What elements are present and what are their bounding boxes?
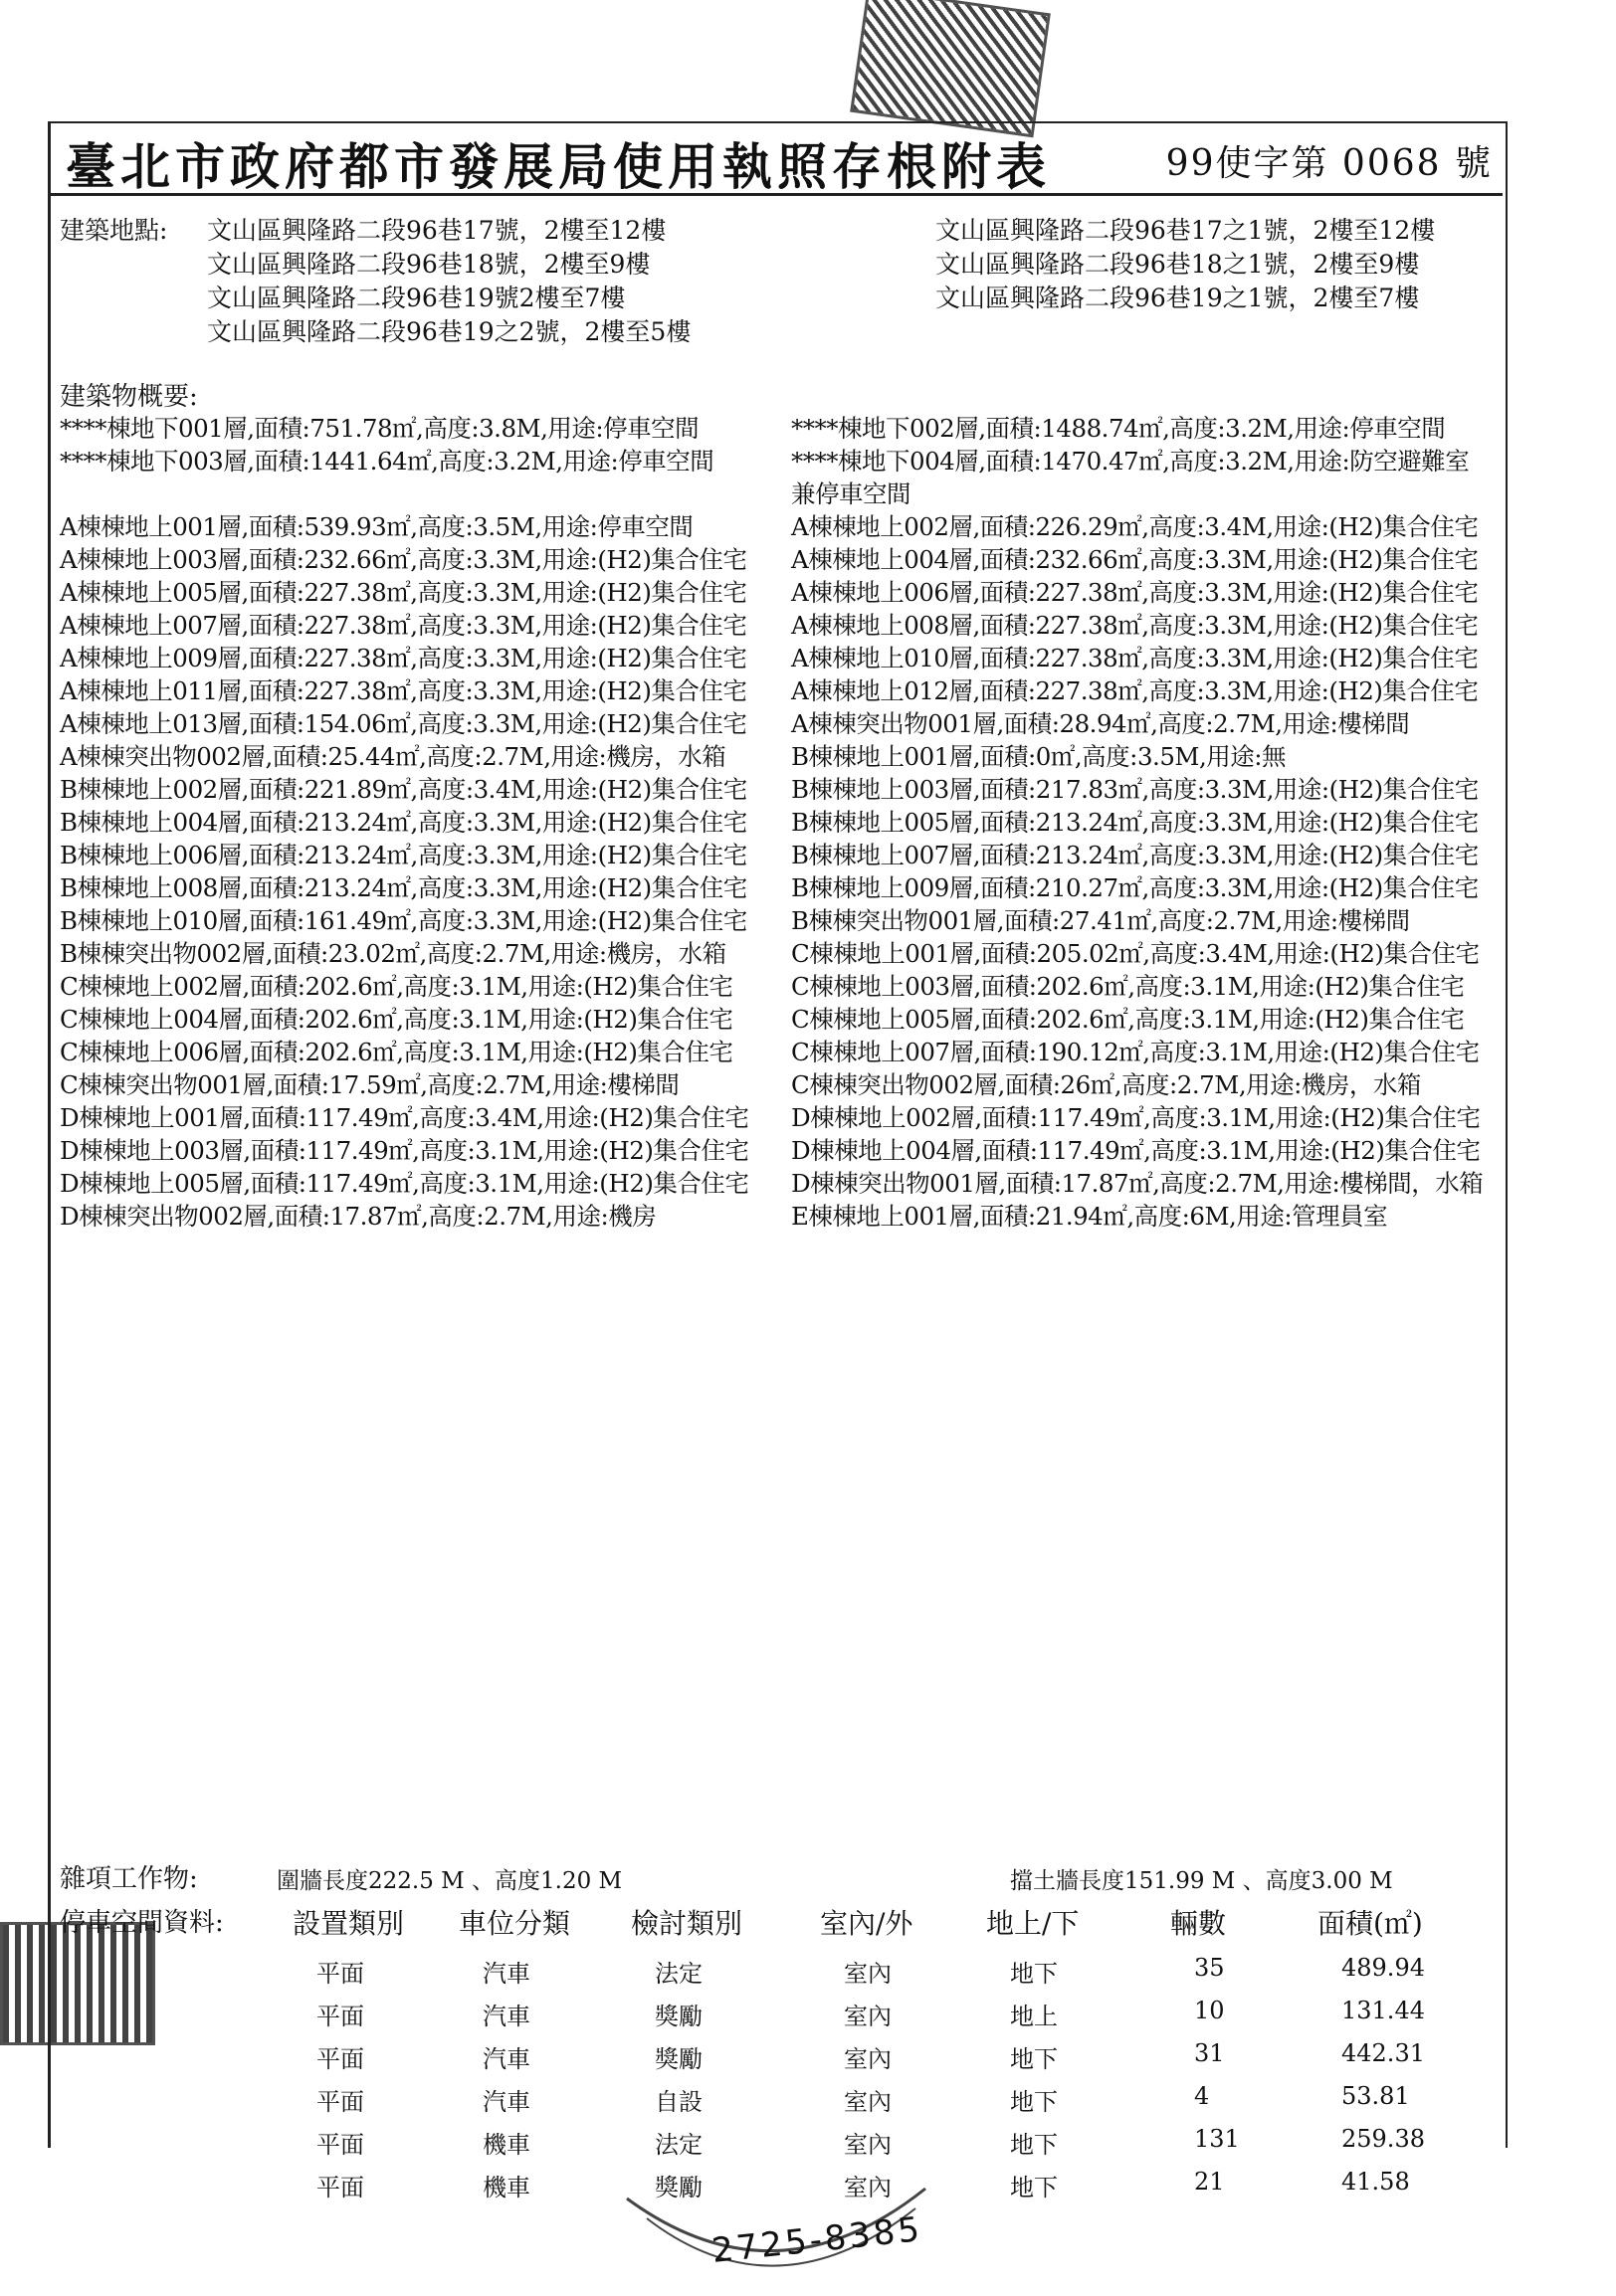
parking-row [60, 2125, 1493, 2165]
address-list-right [935, 214, 1435, 315]
parking-cell: 平面 [316, 2088, 364, 2116]
building-floor-entry: C棟棟地上001層,面積:205.02㎡,高度:3.4M,用途:(H2)集合住宅 [791, 939, 1480, 968]
building-floor-entry: B棟棟地上001層,面積:0㎡,高度:3.5M,用途:無 [791, 742, 1287, 771]
parking-cell: 室內 [844, 2003, 892, 2030]
building-row [60, 871, 1503, 904]
building-floor-entry: C棟棟突出物002層,面積:26㎡,高度:2.7M,用途:機房，水箱 [791, 1070, 1421, 1099]
building-floor-entry: B棟棟地上009層,面積:210.27㎡,高度:3.3M,用途:(H2)集合住宅 [791, 873, 1479, 902]
building-floor-entry: A棟棟地上002層,面積:226.29㎡,高度:3.4M,用途:(H2)集合住宅 [791, 512, 1479, 541]
building-row [60, 1200, 1503, 1233]
parking-cell: 機車 [483, 2131, 530, 2159]
building-floor-entry: A棟棟地上011層,面積:227.38㎡,高度:3.3M,用途:(H2)集合住宅 [60, 676, 747, 705]
building-floor-entry: ****棟地下001層,面積:751.78㎡,高度:3.8M,用途:停車空間 [60, 414, 700, 443]
building-summary-list [60, 412, 1503, 1233]
building-floor-entry: B棟棟突出物002層,面積:23.02㎡,高度:2.7M,用途:機房，水箱 [60, 939, 726, 968]
parking-cell: 21 [1194, 2168, 1225, 2196]
parking-cell: 平面 [316, 2174, 364, 2201]
building-row [60, 1167, 1503, 1200]
parking-cell: 獎勵 [655, 2174, 703, 2201]
building-floor-entry: B棟棟突出物001層,面積:27.41㎡,高度:2.7M,用途:樓梯間 [791, 906, 1410, 935]
building-row [60, 1003, 1503, 1036]
building-floor-entry: A棟棟地上001層,面積:539.93㎡,高度:3.5M,用途:停車空間 [60, 512, 694, 541]
parking-cell: 53.81 [1341, 2082, 1410, 2110]
parking-cell: 平面 [316, 2003, 364, 2030]
parking-cell: 平面 [316, 1960, 364, 1988]
parking-cell: 地上 [1010, 2003, 1058, 2030]
building-floor-entry: C棟棟地上004層,面積:202.6㎡,高度:3.1M,用途:(H2)集合住宅 [60, 1005, 733, 1034]
building-floor-entry: D棟棟突出物002層,面積:17.87㎡,高度:2.7M,用途:機房 [60, 1202, 657, 1231]
building-floor-entry: A棟棟地上004層,面積:232.66㎡,高度:3.3M,用途:(H2)集合住宅 [791, 545, 1479, 574]
title-bar [48, 121, 1503, 196]
address-label: 建築地點: [60, 216, 168, 245]
building-row [60, 1036, 1503, 1068]
building-floor-entry: C棟棟地上005層,面積:202.6㎡,高度:3.1M,用途:(H2)集合住宅 [791, 1005, 1465, 1034]
building-floor-entry: A棟棟地上006層,面積:227.38㎡,高度:3.3M,用途:(H2)集合住宅 [791, 578, 1479, 607]
address-line: 文山區興隆路二段96巷19號2樓至7樓 [207, 284, 626, 312]
bottom-seal [617, 2179, 935, 2288]
parking-cell: 131.44 [1341, 1997, 1425, 2024]
building-floor-entry: D棟棟地上003層,面積:117.49㎡,高度:3.1M,用途:(H2)集合住宅 [60, 1136, 749, 1165]
building-floor-entry: A棟棟地上010層,面積:227.38㎡,高度:3.3M,用途:(H2)集合住宅 [791, 644, 1479, 672]
building-row [60, 543, 1503, 576]
building-summary-label: 建築物概要: [60, 382, 198, 412]
parking-cell: 259.38 [1341, 2125, 1425, 2153]
parking-cell: 室內 [844, 2088, 892, 2116]
building-row [60, 806, 1503, 839]
building-row [60, 445, 1503, 510]
building-row [60, 642, 1503, 674]
parking-cell: 442.31 [1341, 2039, 1425, 2067]
building-floor-entry: B棟棟地上006層,面積:213.24㎡,高度:3.3M,用途:(H2)集合住宅 [60, 841, 747, 869]
building-row [60, 937, 1503, 970]
parking-header: 輛數 [1170, 1907, 1227, 1940]
address-list-left [207, 214, 691, 349]
parking-cell: 室內 [844, 1960, 892, 1988]
building-row [60, 839, 1503, 871]
building-floor-entry: B棟棟地上002層,面積:221.89㎡,高度:3.4M,用途:(H2)集合住宅 [60, 775, 747, 804]
parking-cell: 地下 [1010, 2131, 1058, 2159]
address-line: 文山區興隆路二段96巷17之1號，2樓至12樓 [935, 216, 1436, 245]
parking-cell: 汽車 [483, 2088, 530, 2116]
parking-header: 車位分類 [459, 1907, 571, 1940]
parking-cell: 131 [1194, 2125, 1240, 2153]
document-title: 臺北市政府都市發展局使用執照存根附表 [66, 138, 1051, 196]
misc-works-label: 雜項工作物: [60, 1864, 198, 1894]
building-row [60, 1068, 1503, 1101]
building-floor-entry: C棟棟地上002層,面積:202.6㎡,高度:3.1M,用途:(H2)集合住宅 [60, 972, 733, 1001]
building-row [60, 970, 1503, 1003]
building-row [60, 904, 1503, 937]
parking-cell: 獎勵 [655, 2003, 703, 2030]
address-line: 文山區興隆路二段96巷18號，2樓至9樓 [207, 250, 651, 279]
building-row [60, 740, 1503, 773]
parking-cell: 自設 [655, 2088, 703, 2116]
building-floor-entry: C棟棟地上003層,面積:202.6㎡,高度:3.1M,用途:(H2)集合住宅 [791, 972, 1465, 1001]
parking-cell: 室內 [844, 2174, 892, 2201]
parking-row [60, 1954, 1493, 1994]
parking-header: 設置類別 [293, 1907, 405, 1940]
parking-cell: 室內 [844, 2045, 892, 2073]
building-floor-entry: A棟棟地上012層,面積:227.38㎡,高度:3.3M,用途:(H2)集合住宅 [791, 676, 1479, 705]
building-floor-entry: D棟棟地上002層,面積:117.49㎡,高度:3.1M,用途:(H2)集合住宅 [791, 1103, 1481, 1132]
permit-number: 99使字第 0068 號 [1165, 143, 1493, 184]
building-row [60, 609, 1503, 642]
parking-cell: 地下 [1010, 2174, 1058, 2201]
building-floor-entry: A棟棟地上013層,面積:154.06㎡,高度:3.3M,用途:(H2)集合住宅 [60, 709, 747, 738]
parking-cell: 室內 [844, 2131, 892, 2159]
parking-cell: 汽車 [483, 2003, 530, 2030]
building-floor-entry: C棟棟地上007層,面積:190.12㎡,高度:3.1M,用途:(H2)集合住宅 [791, 1038, 1480, 1066]
building-row [60, 773, 1503, 806]
building-row [60, 510, 1503, 543]
address-line: 文山區興隆路二段96巷19之1號，2樓至7樓 [935, 284, 1420, 312]
parking-cell: 31 [1194, 2039, 1225, 2067]
address-line: 文山區興隆路二段96巷19之2號，2樓至5樓 [207, 317, 692, 346]
parking-cell: 機車 [483, 2174, 530, 2201]
building-floor-entry: E棟棟地上001層,面積:21.94㎡,高度:6M,用途:管理員室 [791, 1202, 1388, 1231]
building-floor-entry: C棟棟突出物001層,面積:17.59㎡,高度:2.7M,用途:樓梯間 [60, 1070, 680, 1099]
parking-cell: 獎勵 [655, 2045, 703, 2073]
bottom-seal-text: 2725-8385 [709, 2209, 924, 2271]
building-floor-entry: D棟棟突出物001層,面積:17.87㎡,高度:2.7M,用途:樓梯間，水箱 [791, 1169, 1484, 1198]
building-floor-entry: ****棟地下003層,面積:1441.64㎡,高度:3.2M,用途:停車空間 [60, 447, 714, 476]
parking-cell: 41.58 [1341, 2168, 1410, 2196]
parking-cell: 法定 [655, 1960, 703, 1988]
building-floor-entry: A棟棟地上005層,面積:227.38㎡,高度:3.3M,用途:(H2)集合住宅 [60, 578, 747, 607]
building-floor-entry: B棟棟地上005層,面積:213.24㎡,高度:3.3M,用途:(H2)集合住宅 [791, 808, 1479, 837]
building-floor-entry: D棟棟地上004層,面積:117.49㎡,高度:3.1M,用途:(H2)集合住宅 [791, 1136, 1481, 1165]
building-floor-entry: A棟棟地上003層,面積:232.66㎡,高度:3.3M,用途:(H2)集合住宅 [60, 545, 747, 574]
building-row [60, 1101, 1503, 1134]
address-line: 文山區興隆路二段96巷17號，2樓至12樓 [207, 216, 667, 245]
building-floor-entry: B棟棟地上004層,面積:213.24㎡,高度:3.3M,用途:(H2)集合住宅 [60, 808, 747, 837]
parking-cell: 489.94 [1341, 1954, 1425, 1982]
parking-label: 停車空間資料: [60, 1908, 224, 1938]
building-floor-entry: C棟棟地上006層,面積:202.6㎡,高度:3.1M,用途:(H2)集合住宅 [60, 1038, 733, 1066]
parking-cell: 平面 [316, 2131, 364, 2159]
parking-row [60, 2082, 1493, 2122]
parking-cell: 平面 [316, 2045, 364, 2073]
parking-cell: 汽車 [483, 1960, 530, 1988]
parking-cell: 地下 [1010, 2088, 1058, 2116]
parking-header: 檢討類別 [631, 1907, 743, 1940]
parking-header: 面積(㎡) [1317, 1907, 1423, 1940]
building-floor-entry: ****棟地下004層,面積:1470.47㎡,高度:3.2M,用途:防空避難室兼停車空間 [791, 447, 1470, 508]
parking-cell: 法定 [655, 2131, 703, 2159]
building-floor-entry: B棟棟地上007層,面積:213.24㎡,高度:3.3M,用途:(H2)集合住宅 [791, 841, 1479, 869]
parking-cell: 地下 [1010, 1960, 1058, 1988]
parking-cell: 4 [1194, 2082, 1210, 2110]
building-floor-entry: B棟棟地上008層,面積:213.24㎡,高度:3.3M,用途:(H2)集合住宅 [60, 873, 747, 902]
parking-cell: 10 [1194, 1997, 1225, 2024]
misc-retaining-wall-item: 擋土牆長度151.99 M 、高度3.00 M [1010, 1868, 1393, 1894]
parking-header: 地上/下 [986, 1907, 1080, 1940]
building-floor-entry: A棟棟突出物001層,面積:28.94㎡,高度:2.7M,用途:樓梯間 [791, 709, 1410, 738]
building-row [60, 412, 1503, 445]
parking-row [60, 2039, 1493, 2079]
misc-wall-item: 圍牆長度222.5 M 、高度1.20 M [277, 1868, 623, 1894]
building-floor-entry: A棟棟地上009層,面積:227.38㎡,高度:3.3M,用途:(H2)集合住宅 [60, 644, 747, 672]
parking-row [60, 1997, 1493, 2036]
building-row [60, 1134, 1503, 1167]
building-floor-entry: ****棟地下002層,面積:1488.74㎡,高度:3.2M,用途:停車空間 [791, 414, 1446, 443]
address-line: 文山區興隆路二段96巷18之1號，2樓至9樓 [935, 250, 1420, 279]
building-floor-entry: D棟棟地上005層,面積:117.49㎡,高度:3.1M,用途:(H2)集合住宅 [60, 1169, 749, 1198]
building-floor-entry: D棟棟地上001層,面積:117.49㎡,高度:3.4M,用途:(H2)集合住宅 [60, 1103, 749, 1132]
building-row [60, 707, 1503, 740]
parking-cell: 35 [1194, 1954, 1225, 1982]
building-floor-entry: A棟棟突出物002層,面積:25.44㎡,高度:2.7M,用途:機房，水箱 [60, 742, 726, 771]
building-floor-entry: A棟棟地上008層,面積:227.38㎡,高度:3.3M,用途:(H2)集合住宅 [791, 611, 1479, 640]
building-floor-entry: B棟棟地上003層,面積:217.83㎡,高度:3.3M,用途:(H2)集合住宅 [791, 775, 1479, 804]
parking-header: 室內/外 [820, 1907, 913, 1940]
building-row [60, 576, 1503, 609]
parking-cell: 地下 [1010, 2045, 1058, 2073]
building-row [60, 674, 1503, 707]
building-floor-entry: B棟棟地上010層,面積:161.49㎡,高度:3.3M,用途:(H2)集合住宅 [60, 906, 747, 935]
official-seal-top [850, 0, 1051, 137]
parking-cell: 汽車 [483, 2045, 530, 2073]
building-floor-entry: A棟棟地上007層,面積:227.38㎡,高度:3.3M,用途:(H2)集合住宅 [60, 611, 747, 640]
